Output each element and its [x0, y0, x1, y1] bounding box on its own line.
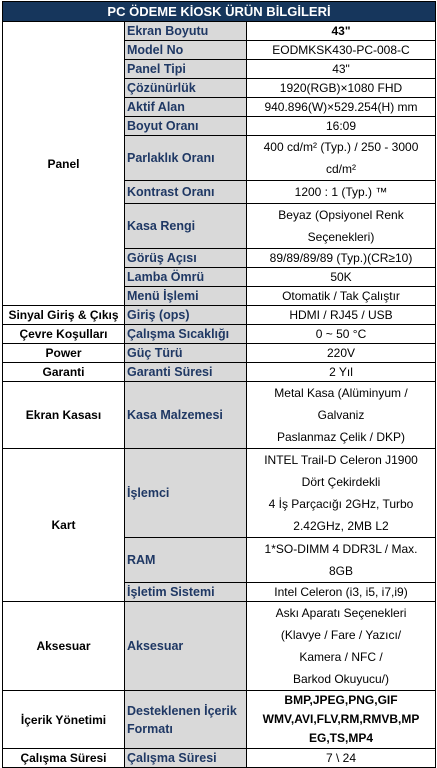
spec-sheet [2, 1, 435, 768]
category-board: Kart [3, 449, 125, 602]
field-label: Boyut Oranı [125, 117, 247, 136]
field-label: Panel Tipi [125, 60, 247, 79]
category-content: İçerik Yönetimi [3, 691, 125, 749]
category-panel: Panel [3, 22, 125, 306]
table-row [3, 363, 436, 382]
field-value: EODMKSK430-PC-008-C [247, 41, 436, 60]
field-value [247, 538, 436, 583]
label-line: Desteklenen İçerik [127, 703, 237, 718]
label-line: Formatı [127, 721, 173, 736]
field-value: HDMI / RJ45 / USB [247, 306, 436, 325]
field-value [247, 136, 436, 181]
field-label: Kontrast Oranı [125, 181, 247, 204]
field-value: 50K [247, 268, 436, 287]
category-warranty: Garanti [3, 363, 125, 382]
value-line: Barkod Okuyucu/) [292, 672, 390, 686]
table-row [3, 449, 436, 538]
value-line: INTEL Trail-D Celeron J1900 [264, 453, 418, 467]
field-value: 2 Yıl [247, 363, 436, 382]
field-label: Çözünürlük [125, 79, 247, 98]
field-value: 7 \ 24 [247, 749, 436, 768]
table-row [3, 344, 436, 363]
field-value: 1920(RGB)×1080 FHD [247, 79, 436, 98]
field-label: Aksesuar [125, 602, 247, 691]
category-accessory: Aksesuar [3, 602, 125, 691]
value-line: WMV,AVI,FLV,RM,RMVB,MP [262, 712, 420, 726]
field-value [247, 691, 436, 749]
table-title: PC ÖDEME KİOSK ÜRÜN BİLGİLERİ [3, 2, 436, 22]
value-line: Dört Çekirdekli [301, 475, 381, 489]
field-value: 43" [247, 22, 436, 41]
category-environment: Çevre Koşulları [3, 325, 125, 344]
field-value [247, 449, 436, 538]
value-line: 400 cd/m² (Typ.) / 250 - 3000 [263, 140, 419, 154]
field-value: 43" [247, 60, 436, 79]
field-label: Kasa Malzemesi [125, 382, 247, 449]
category-duty: Çalışma Süresi [3, 749, 125, 768]
category-housing: Ekran Kasası [3, 382, 125, 449]
field-label: Çalışma Süresi [125, 749, 247, 768]
field-label: Lamba Ömrü [125, 268, 247, 287]
field-label: İşlemci [125, 449, 247, 538]
field-value [247, 382, 436, 449]
field-label: Aktif Alan [125, 98, 247, 117]
value-line: Askı Aparatı Seçenekleri [275, 606, 407, 620]
field-value [247, 204, 436, 249]
spec-table [2, 1, 436, 768]
value-line: 2.42GHz, 2MB L2 [293, 519, 389, 533]
value-line: Galvaniz [317, 408, 365, 422]
field-value: 940.896(W)×529.254(H) mm [247, 98, 436, 117]
field-label: İşletim Sistemi [125, 583, 247, 602]
field-label: Giriş (ops) [125, 306, 247, 325]
value-line: EG,TS,MP4 [308, 731, 373, 745]
field-label: Güç Türü [125, 344, 247, 363]
value-line: BMP,JPEG,PNG,GIF [284, 693, 398, 707]
table-row [3, 602, 436, 691]
field-value: 220V [247, 344, 436, 363]
field-label: Menü İşlemi [125, 287, 247, 306]
field-label: Ekran Boyutu [125, 22, 247, 41]
value-line: Paslanmaz Çelik / DKP) [276, 430, 406, 444]
table-row [3, 382, 436, 449]
field-label [125, 691, 247, 749]
value-line: cd/m² [326, 162, 356, 176]
category-signal: Sinyal Giriş & Çıkış [3, 306, 125, 325]
field-label: Görüş Açısı [125, 249, 247, 268]
field-label: Çalışma Sıcaklığı [125, 325, 247, 344]
table-row [3, 306, 436, 325]
field-label: Garanti Süresi [125, 363, 247, 382]
field-value: 16:09 [247, 117, 436, 136]
table-row [3, 325, 436, 344]
value-line: Beyaz (Opsiyonel Renk [278, 208, 404, 222]
value-line: 8GB [328, 564, 353, 578]
field-value: Intel Celeron (i3, i5, i7,i9) [247, 583, 436, 602]
value-line: (Klavye / Fare / Yazıcı/ [280, 628, 402, 642]
value-line: 1*SO-DIMM 4 DDR3L / Max. [264, 542, 418, 556]
field-value: 1200 : 1 (Typ.) ™ [247, 181, 436, 204]
value-line: Kamera / NFC / [299, 650, 383, 664]
table-row [3, 22, 436, 41]
field-value: 0 ~ 50 °C [247, 325, 436, 344]
field-value: 89/89/89/89 (Typ.)(CR≥10) [247, 249, 436, 268]
field-value: Otomatik / Tak Çalıştır [247, 287, 436, 306]
value-line: Metal Kasa (Alüminyum / [274, 386, 408, 400]
category-power: Power [3, 344, 125, 363]
field-label: Kasa Rengi [125, 204, 247, 249]
field-label: Model No [125, 41, 247, 60]
field-value [247, 602, 436, 691]
field-label: Parlaklık Oranı [125, 136, 247, 181]
field-label: RAM [125, 538, 247, 583]
value-line: Seçenekleri) [307, 230, 375, 244]
value-line: 4 İş Parçacığı 2GHz, Turbo [268, 497, 414, 511]
table-row [3, 691, 436, 749]
